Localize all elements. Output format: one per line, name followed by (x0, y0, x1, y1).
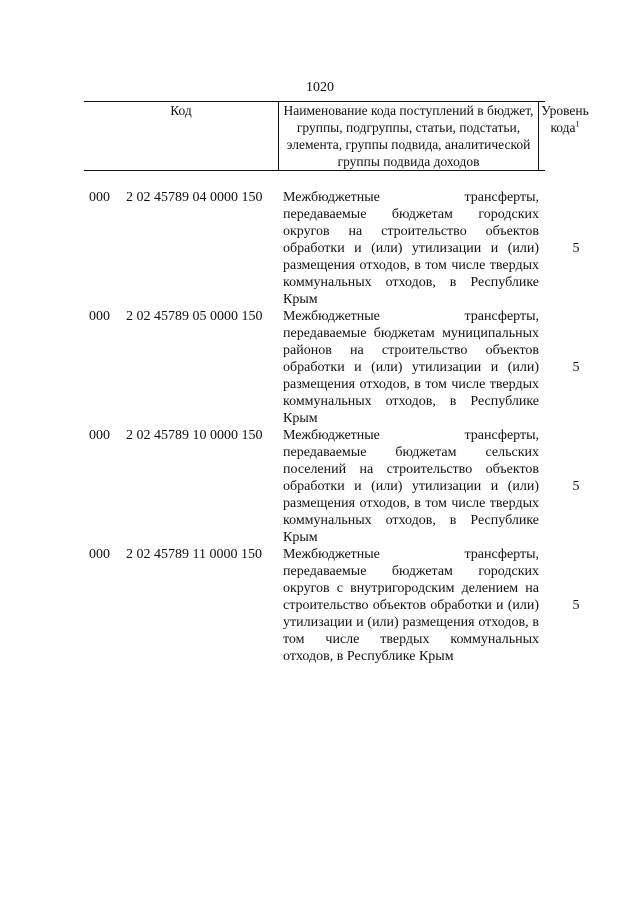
table-body (0, 189, 640, 665)
table-row (0, 427, 640, 546)
row-code: 2 02 45789 11 0000 150 (126, 547, 262, 562)
header-level-word: Уровень (541, 103, 589, 118)
row-prefix: 000 (89, 428, 110, 443)
table-row (0, 308, 640, 427)
row-level: 5 (572, 240, 580, 256)
row-level: 5 (572, 359, 580, 375)
page-number: 1020 (306, 80, 334, 95)
row-name: Межбюджетные трансферты, передаваемые бюджетам муниципальных районов на строительство объектов обработки и (или) утилизации и (или) размещения отходов, в том числе твердых коммунальных отходов, в Республике Крым (283, 309, 539, 426)
row-prefix: 000 (89, 309, 110, 324)
table-header (84, 101, 589, 171)
row-code: 2 02 45789 04 0000 150 (126, 190, 263, 205)
row-prefix: 000 (89, 547, 110, 562)
table-row (0, 189, 640, 308)
header-level-word2: кода (550, 120, 576, 135)
header-code: Код (84, 102, 279, 170)
header-level (539, 102, 591, 170)
header-level-footnote: 1 (575, 119, 580, 129)
row-level: 5 (572, 597, 580, 613)
row-code: 2 02 45789 10 0000 150 (126, 428, 263, 443)
header-name: Наименование кода поступлений в бюджет, группы, подгруппы, статьи, подстатьи, элемента, группы подвида, аналитической группы подвида доходов (279, 102, 539, 170)
row-code: 2 02 45789 05 0000 150 (126, 309, 263, 324)
row-name: Межбюджетные трансферты, передаваемые бюджетам городских округов с внутригородским делением на строительство объектов обработки и (или) утилизации и (или) размещения отходов, в том числе твердых коммунальных отходов, в Республике Крым (283, 547, 539, 664)
row-name: Межбюджетные трансферты, передаваемые бюджетам сельских поселений на строительство объектов обработки и (или) утилизации и (или) размещения отходов, в том числе твердых коммунальных отходов, в Республике Крым (283, 428, 539, 545)
row-name: Межбюджетные трансферты, передаваемые бюджетам городских округов на строительство объектов обработки и (или) утилизации и (или) размещения отходов, в том числе твердых коммунальных отходов, в Республике Крым (283, 190, 539, 307)
table-row (0, 546, 640, 665)
row-prefix: 000 (89, 190, 110, 205)
row-level: 5 (572, 478, 580, 494)
